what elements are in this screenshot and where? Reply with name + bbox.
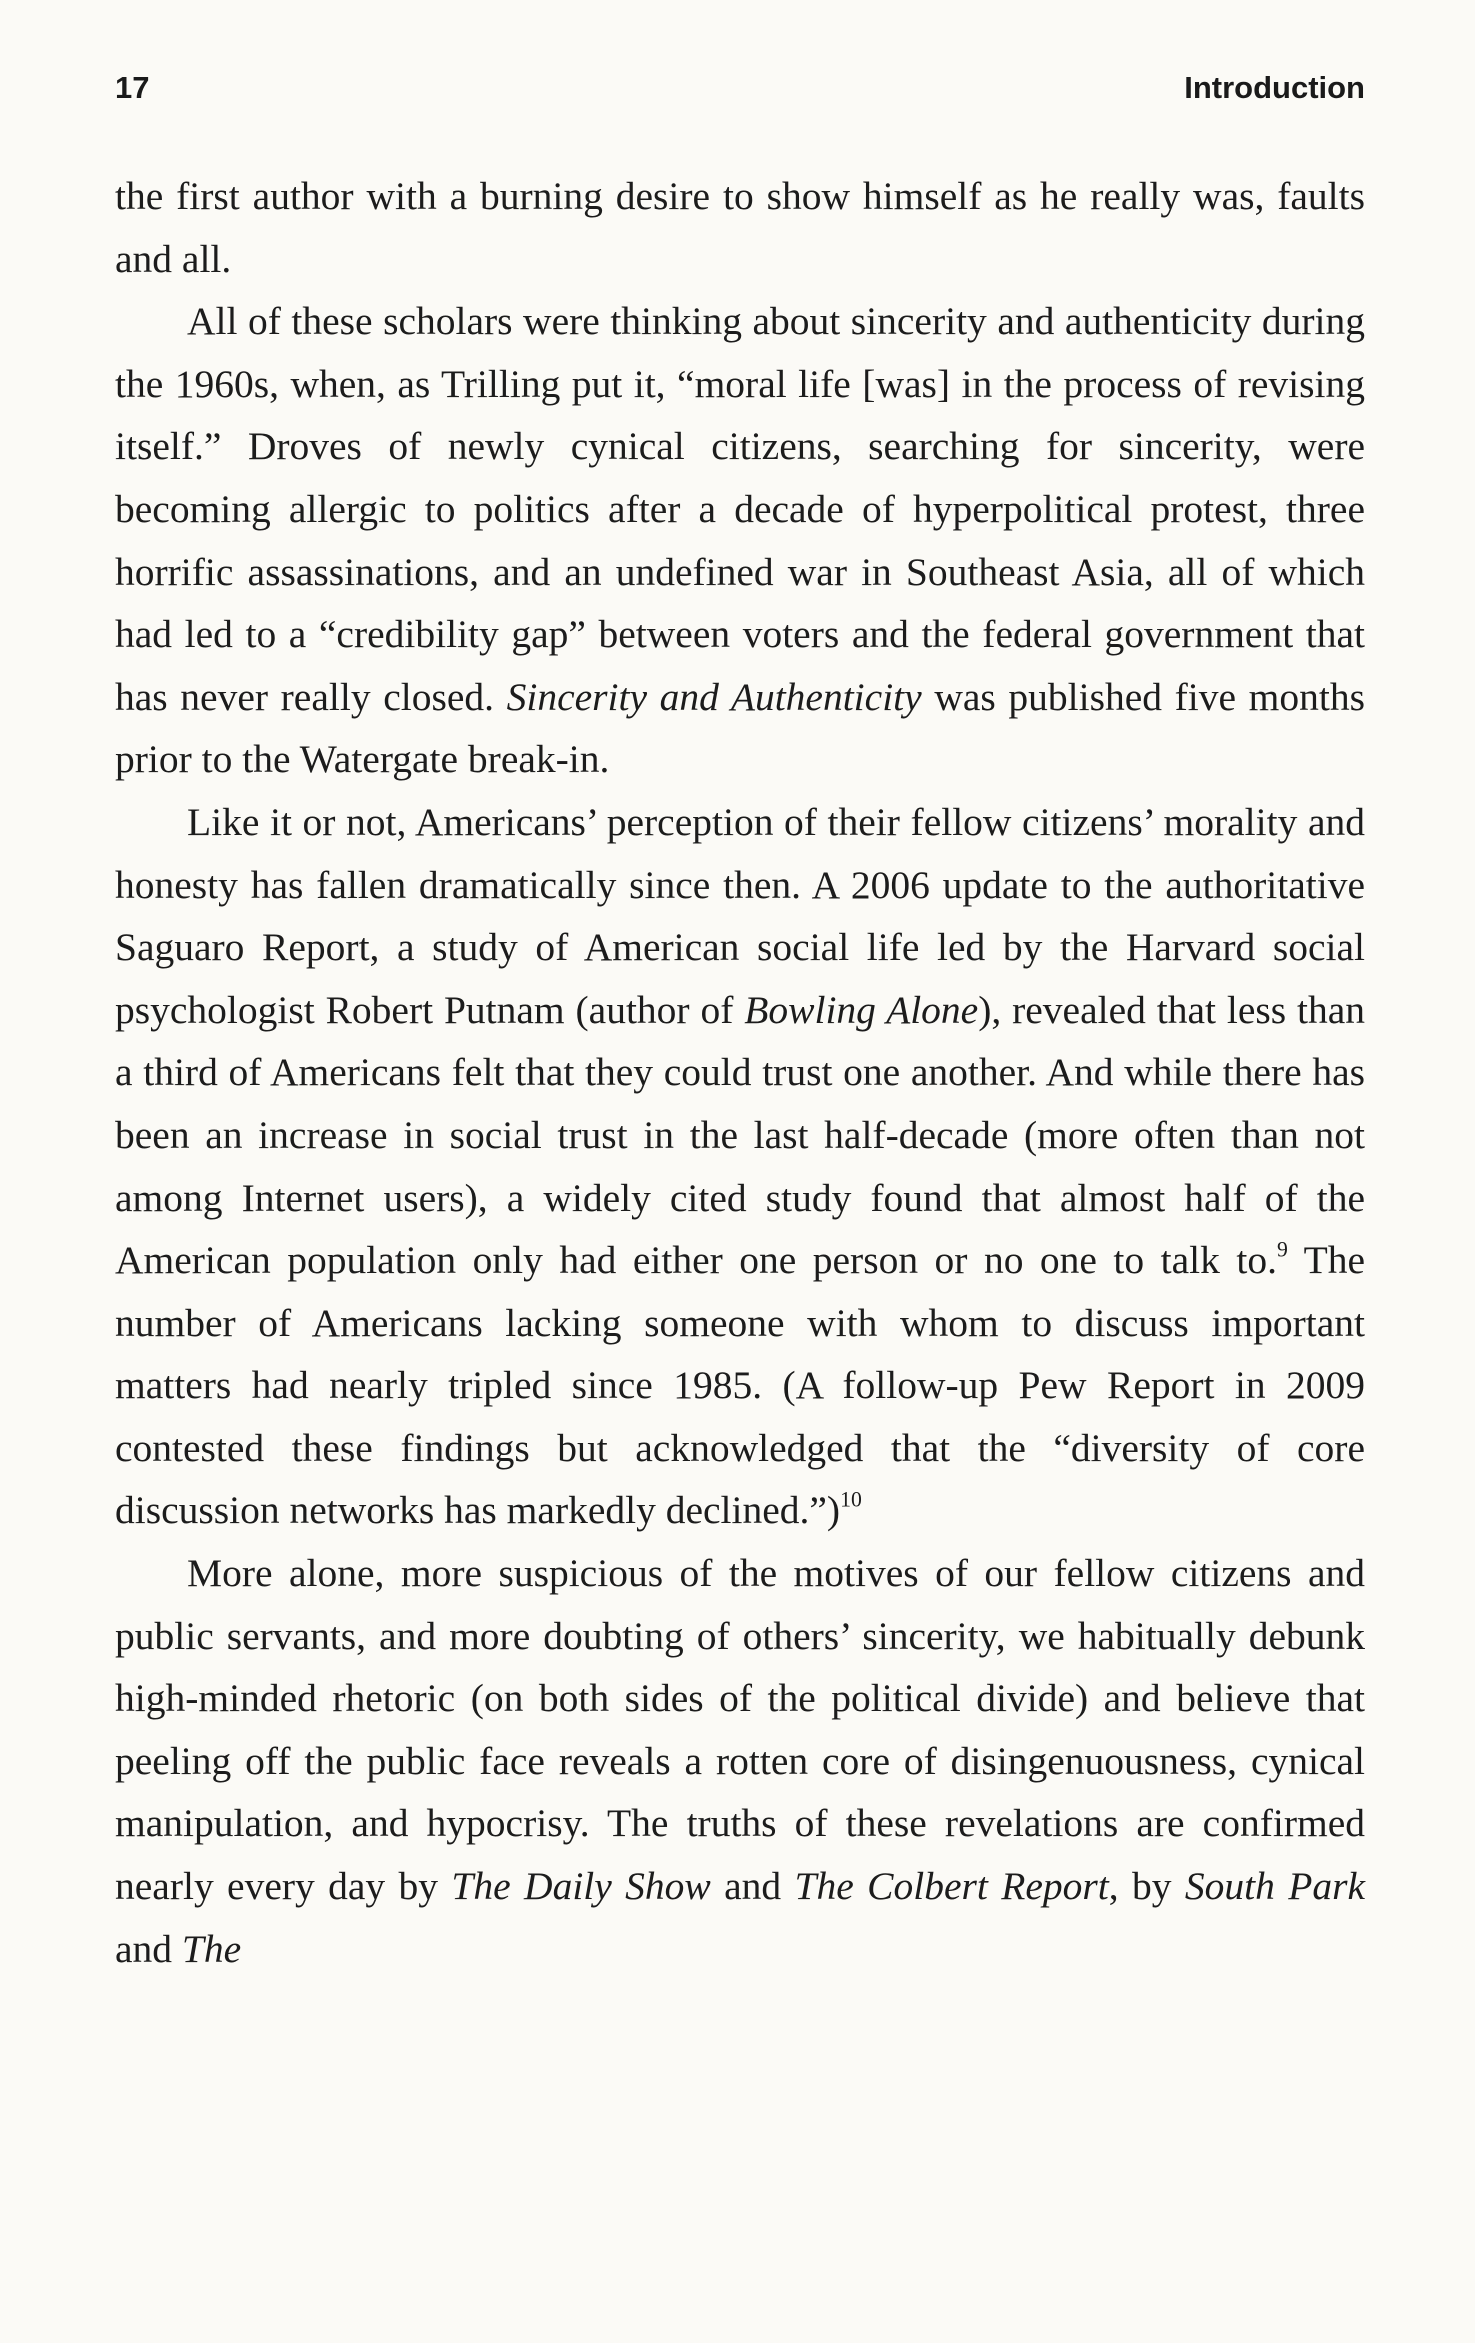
paragraph-4-text-2: and [710, 1864, 795, 1909]
paragraph-4 [115, 1542, 1365, 1980]
running-head [115, 70, 1365, 114]
paragraph-4-text-3: , by [1108, 1864, 1185, 1909]
paragraph-4-text-1: More alone, more suspicious of the motives of our fellow citizens and public servants, and more doubting of others’ sincerity, we habitually debunk high-minded rhetoric (on both sides of the political divide) and believe that peeling off the public face reveals a rotten core of disingenuousness, cynical manipulation, and hypocrisy. The truths of these revelations are confirmed nearly every day by [115, 1551, 1365, 1909]
paragraph-3-text-3: The number of Americans lacking someone with whom to discuss important matters had nearly tripled since 1985. (A follow-up Pew Report in 2009 contested these findings but acknowledged that the “diversity of core discussion networks has markedly declined.”) [115, 1238, 1365, 1533]
show-title-the-onion-continued: The [181, 1926, 242, 1971]
show-title-the-colbert-report: The Colbert Report [794, 1864, 1109, 1909]
paragraph-2 [115, 290, 1365, 791]
footnote-marker-10: 10 [840, 1488, 862, 1513]
paragraph-4-text-4: and [115, 1926, 182, 1971]
paragraph-1 [115, 165, 1365, 290]
paragraph-1-text: the first author with a burning desire to show himself as he really was, faults and all. [115, 174, 1365, 281]
paragraph-3-text-2: ), revealed that less than a third of Americans felt that they could trust one another. And while there has been an increase in social trust in the last half-decade (more often than not among Internet users), a widely cited study found that almost half of the American population only had either one person or no one to talk to. [115, 987, 1365, 1283]
show-title-south-park: South Park [1184, 1864, 1365, 1909]
paragraph-3 [115, 791, 1365, 1542]
show-title-the-daily-show: The Daily Show [451, 1864, 711, 1909]
paragraph-3-text-1: Like it or not, Americans’ perception of their fellow citizens’ morality and honesty has fallen dramatically since then. A 2006 update to the authoritative Saguaro Report, a study of American social life led by the Harvard social psychologist Robert Putnam (author of [115, 799, 1365, 1032]
footnote-marker-9: 9 [1276, 1237, 1288, 1262]
paragraph-2-text-1: All of these scholars were thinking about sincerity and authenticity during the 1960s, when, as Trilling put it, “moral life [was] in the process of revising itself.” Droves of newly cynical citizens, searching for sincerity, were becoming allergic to politics after a decade of hyperpolitical protest, three horrific assassinations, and an undefined war in Southeast Asia, all of which had led to a “credibility gap” between voters and the federal government that has never really closed. [115, 299, 1365, 719]
paragraph-2-text-2: was published five months prior to the Watergate break-in. [115, 674, 1366, 782]
book-title-bowling-alone: Bowling Alone [744, 987, 979, 1032]
page-number: 17 [115, 70, 150, 105]
chapter-title: Introduction [1184, 70, 1365, 105]
book-title-sincerity-and-authenticity: Sincerity and Authenticity [506, 674, 922, 719]
body-text [115, 165, 1365, 1980]
